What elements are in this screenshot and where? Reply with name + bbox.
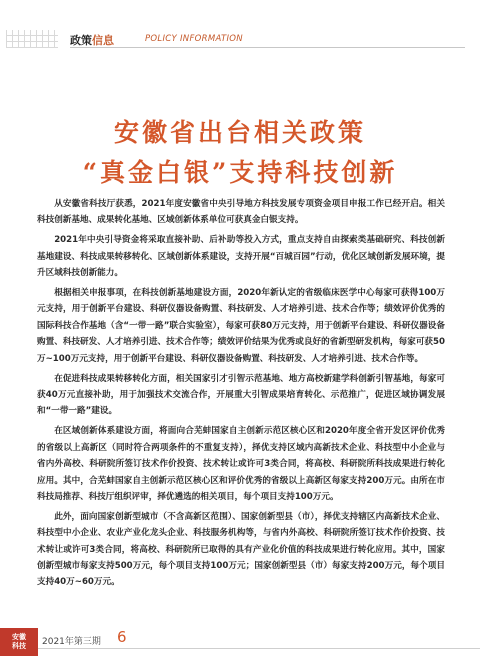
section-label-main: 政策 (70, 34, 92, 47)
footer-divider (38, 648, 480, 649)
issue-label: 2021年第三期 (42, 637, 101, 647)
logo-line-1: 安徽 (12, 633, 26, 641)
header-divider (70, 47, 465, 48)
section-label (70, 32, 114, 48)
page-number: 6 (117, 628, 127, 646)
title-line-1: 安徽省出台相关政策 (113, 118, 366, 147)
paragraph-5: 在区域创新体系建设方面，将面向合芜蚌国家自主创新示范区核心区和2020年度全省开发区评价优秀的省级以上高新区（同时符合两项条件的不重复支持），择优支持区域内高新技术企业、科技型中小企业与省内外高校、科研院所签订技术作价投资、技术转让或许可3类合同，将高校、科研院所科技成果进行转化应用。其中，合芜蚌国家自主创新示范区核心区和评价优秀的省级以上高新区每家支持200万元。由所在市科技局推荐、科技厅组织评审，择优遴选的相关项目，每个项目支持100万元。 (37, 426, 445, 502)
section-label-english: POLICY INFORMATION (145, 34, 243, 44)
article-title (0, 113, 480, 193)
paragraph-4: 在促进科技成果转移转化方面，相关国家引才引智示范基地、地方高校新建学科创新引智基地，每家可获40万元直接补助，用于加强技术交流合作，开展重大引智成果培育转化、示范推广，促进区域协调发展和“一带一路”建设。 (37, 373, 445, 417)
page-header (0, 30, 480, 52)
paragraph-1: 从安徽省科技厅获悉，2021年度安徽省中央引导地方科技发展专项资金项目申报工作已经开启。相关科技创新基地、成果转化基地、区域创新体系单位可获真金白银支持。 (37, 199, 445, 226)
paragraph-6: 此外，面向国家创新型城市（不含高新区范围）、国家创新型县（市），择优支持辖区内高新技术企业、科技型中小企业、农业产业化龙头企业、科技服务机构等，与省内外高校、科研院所签订技术作价投资、技术转让或许可3类合同，将高校、科研院所已取得的具有产业化价值的科技成果进行转化应用。其中，国家创新型城市每家支持500万元，每个项目支持100万元；国家创新型县（市）每家支持200万元，每个项目支持40万~60万元。 (37, 511, 445, 588)
paragraph-3: 根据相关申报事项，在科技创新基地建设方面，2020年新认定的省级临床医学中心每家可获得100万元支持，用于创新平台建设、科研仪器设备购置、科技研发、人才培养引进、技术合作等；绩效评价优秀的国际科技合作基地（含“一带一路”联合实验室），每家可获80万元支持，用于创新平台建设、科研仪器设备购置、科技研发、人才培养引进、技术合作等；绩效评价结果为优秀或良好的省新型研发机构，每家可获50万~100万元支持，用于创新平台建设、科研仪器设备购置、科技研发、人才培养引进、技术合作等。 (37, 288, 445, 364)
article-body (37, 196, 445, 591)
logo-line-2: 科技 (12, 642, 26, 650)
header-grid-decoration (6, 30, 58, 48)
paragraph-2: 2021年中央引导资金将采取直接补助、后补助等投入方式，重点支持自由探索类基础研究、科技创新基地建设、科技成果转移转化、区域创新体系建设，支持开展“百城百园”行动，优化区域创新发展环境，提升区域科技创新能力。 (37, 235, 445, 279)
title-line-2: “真金白银”支持科技创新 (82, 158, 398, 187)
section-label-accent: 信息 (92, 34, 114, 47)
magazine-logo (0, 628, 38, 656)
